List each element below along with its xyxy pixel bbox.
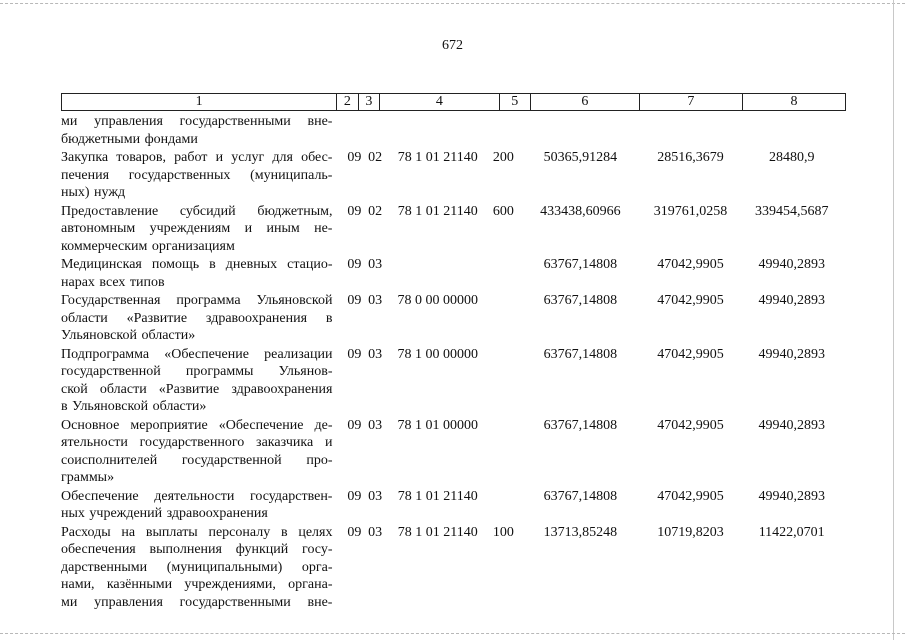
cell-target-article: 78 1 01 00000 [397, 417, 479, 433]
header-cell-4: 4 [380, 94, 500, 110]
cell-expense-type [490, 488, 518, 523]
description-line: в Ульяновской области» [61, 399, 207, 414]
cell-target-article [386, 256, 490, 291]
description-line: Основное мероприятие «Обеспечение де- [61, 417, 333, 433]
table-row [61, 203, 846, 257]
table-header-row [61, 93, 846, 111]
cell-amount-col7: 10719,8203 [657, 524, 724, 540]
cell-expense-type [490, 256, 518, 291]
cell-section [344, 113, 364, 148]
cell-target-article: 78 1 01 21140 [397, 203, 478, 219]
description-line: ми управления государственными вне- [61, 114, 333, 129]
header-cell-3: 3 [359, 94, 380, 110]
cell-section: 09 [347, 346, 362, 362]
cell-amount-col6: 63767,14808 [543, 293, 618, 308]
description-line: Расходы на выплаты персоналу в целях [61, 524, 333, 540]
cell-amount-col8: 28480,9 [768, 150, 815, 165]
description-line: нами, казёнными учреждениями, органа- [61, 577, 333, 592]
description-line: ных) нужд [61, 185, 126, 200]
row-description [61, 292, 332, 345]
header-cell-5: 5 [500, 94, 531, 110]
description-line: дарственными (муниципальными) орга- [61, 559, 333, 575]
row-description [61, 149, 332, 202]
cell-target-article: 78 0 00 00000 [397, 293, 479, 308]
description-line: Закупка товаров, работ и услуг для обес- [61, 150, 333, 165]
table-row [61, 488, 846, 524]
row-description [61, 346, 332, 416]
description-line: печения государственных (муниципаль- [61, 167, 333, 183]
cell-amount-col6: 63767,14808 [543, 257, 618, 272]
table-row [61, 113, 846, 149]
cell-amount-col6: 50365,91284 [543, 150, 618, 165]
cell-subsection: 02 [368, 150, 383, 165]
cell-expense-type: 100 [492, 524, 514, 540]
description-line: Предоставление субсидий бюджетным, [61, 203, 333, 219]
description-line: бюджетными фондами [61, 131, 198, 147]
cell-amount-col7: 47042,9905 [657, 257, 724, 272]
description-line: граммы» [61, 470, 115, 485]
cell-amount-col8: 49940,2893 [758, 293, 825, 308]
cell-amount-col8: 49940,2893 [758, 488, 825, 504]
description-line: коммерческим организациям [61, 238, 235, 254]
row-description [61, 488, 332, 523]
table-row [61, 524, 846, 613]
row-description [61, 113, 332, 148]
table-row [61, 417, 846, 488]
cell-target-article: 78 1 01 21140 [397, 150, 478, 165]
page-number: 672 [442, 38, 463, 53]
description-line: соисполнителей государственной про- [61, 452, 333, 468]
cell-amount-col8: 49940,2893 [758, 417, 825, 433]
cell-amount-col8: 49940,2893 [758, 257, 825, 272]
cell-subsection: 03 [368, 417, 383, 433]
cell-expense-type: 600 [492, 203, 514, 219]
cell-target-article: 78 1 01 21140 [397, 524, 478, 540]
table-row [61, 346, 846, 417]
cell-amount-col6: 63767,14808 [543, 346, 618, 362]
cell-subsection: 02 [368, 203, 383, 219]
cell-amount-col7: 47042,9905 [657, 346, 724, 362]
description-line: ятельности государственного заказчика и [61, 435, 333, 450]
row-description [61, 417, 332, 487]
row-description [61, 524, 332, 612]
cell-amount-col7: 47042,9905 [657, 417, 724, 433]
cell-amount-col6 [517, 113, 643, 148]
page-bottom-edge [0, 633, 905, 634]
cell-amount-col7: 47042,9905 [657, 488, 724, 504]
description-line: Подпрограмма «Обеспечение реализации [61, 346, 333, 362]
description-line: государственной программы Ульянов- [61, 364, 333, 379]
cell-target-article [386, 113, 490, 148]
page-right-edge [893, 0, 894, 640]
cell-amount-col7: 28516,3679 [657, 150, 724, 165]
description-line: Ульяновской области» [61, 328, 196, 343]
cell-subsection: 03 [368, 488, 383, 504]
cell-section: 09 [347, 488, 362, 504]
description-line: ных учреждений здравоохранения [61, 506, 268, 521]
header-cell-8: 8 [790, 94, 798, 109]
cell-subsection: 03 [368, 346, 383, 362]
row-description [61, 256, 332, 291]
cell-expense-type: 200 [492, 150, 514, 165]
row-description [61, 203, 332, 256]
cell-amount-col8: 11422,0701 [758, 524, 825, 540]
cell-subsection: 03 [368, 293, 383, 308]
table-row [61, 292, 846, 346]
cell-target-article: 78 1 01 21140 [397, 488, 478, 504]
page-top-edge [0, 3, 905, 4]
description-line: автономным учреждениям и иным не- [61, 221, 333, 236]
cell-section: 09 [347, 150, 362, 165]
header-cell-2: 2 [337, 94, 358, 110]
cell-amount-col6: 63767,14808 [543, 417, 618, 433]
cell-section: 09 [347, 524, 362, 540]
cell-amount-col8 [737, 113, 846, 148]
cell-section: 09 [347, 203, 362, 219]
cell-subsection [364, 113, 386, 148]
table-row [61, 149, 846, 203]
description-line: ской области «Развитие здравоохранения [61, 381, 333, 397]
cell-amount-col7: 319761,0258 [653, 203, 728, 219]
header-cell-6: 6 [531, 94, 640, 110]
cell-subsection: 03 [368, 257, 383, 272]
cell-expense-type [490, 292, 518, 345]
description-line: Государственная программа Ульяновской [61, 293, 333, 308]
cell-amount-col7 [644, 113, 738, 148]
cell-expense-type [490, 346, 518, 416]
cell-expense-type [490, 113, 518, 148]
cell-amount-col8: 339454,5687 [754, 203, 829, 219]
header-cell-7: 7 [640, 94, 743, 110]
description-line: области «Развитие здравоохранения в [61, 310, 333, 326]
cell-target-article: 78 1 00 00000 [397, 346, 479, 362]
cell-section: 09 [347, 417, 362, 433]
table-body [61, 113, 846, 612]
cell-amount-col7: 47042,9905 [657, 293, 724, 308]
cell-amount-col6: 13713,85248 [543, 524, 618, 540]
cell-subsection: 03 [368, 524, 383, 540]
description-line: ми управления государственными вне- [61, 594, 333, 610]
cell-amount-col8: 49940,2893 [758, 346, 825, 362]
description-line: обеспечения выполнения функций госу- [61, 542, 333, 557]
cell-expense-type [490, 417, 518, 487]
cell-amount-col6: 63767,14808 [543, 488, 618, 504]
description-line: Медицинская помощь в дневных стацио- [61, 257, 333, 272]
header-cell-1: 1 [62, 94, 337, 110]
cell-section: 09 [347, 293, 362, 308]
table-row [61, 256, 846, 292]
cell-section: 09 [347, 257, 362, 272]
description-line: нарах всех типов [61, 274, 165, 290]
description-line: Обеспечение деятельности государствен- [61, 488, 333, 504]
cell-amount-col6: 433438,60966 [540, 203, 621, 219]
